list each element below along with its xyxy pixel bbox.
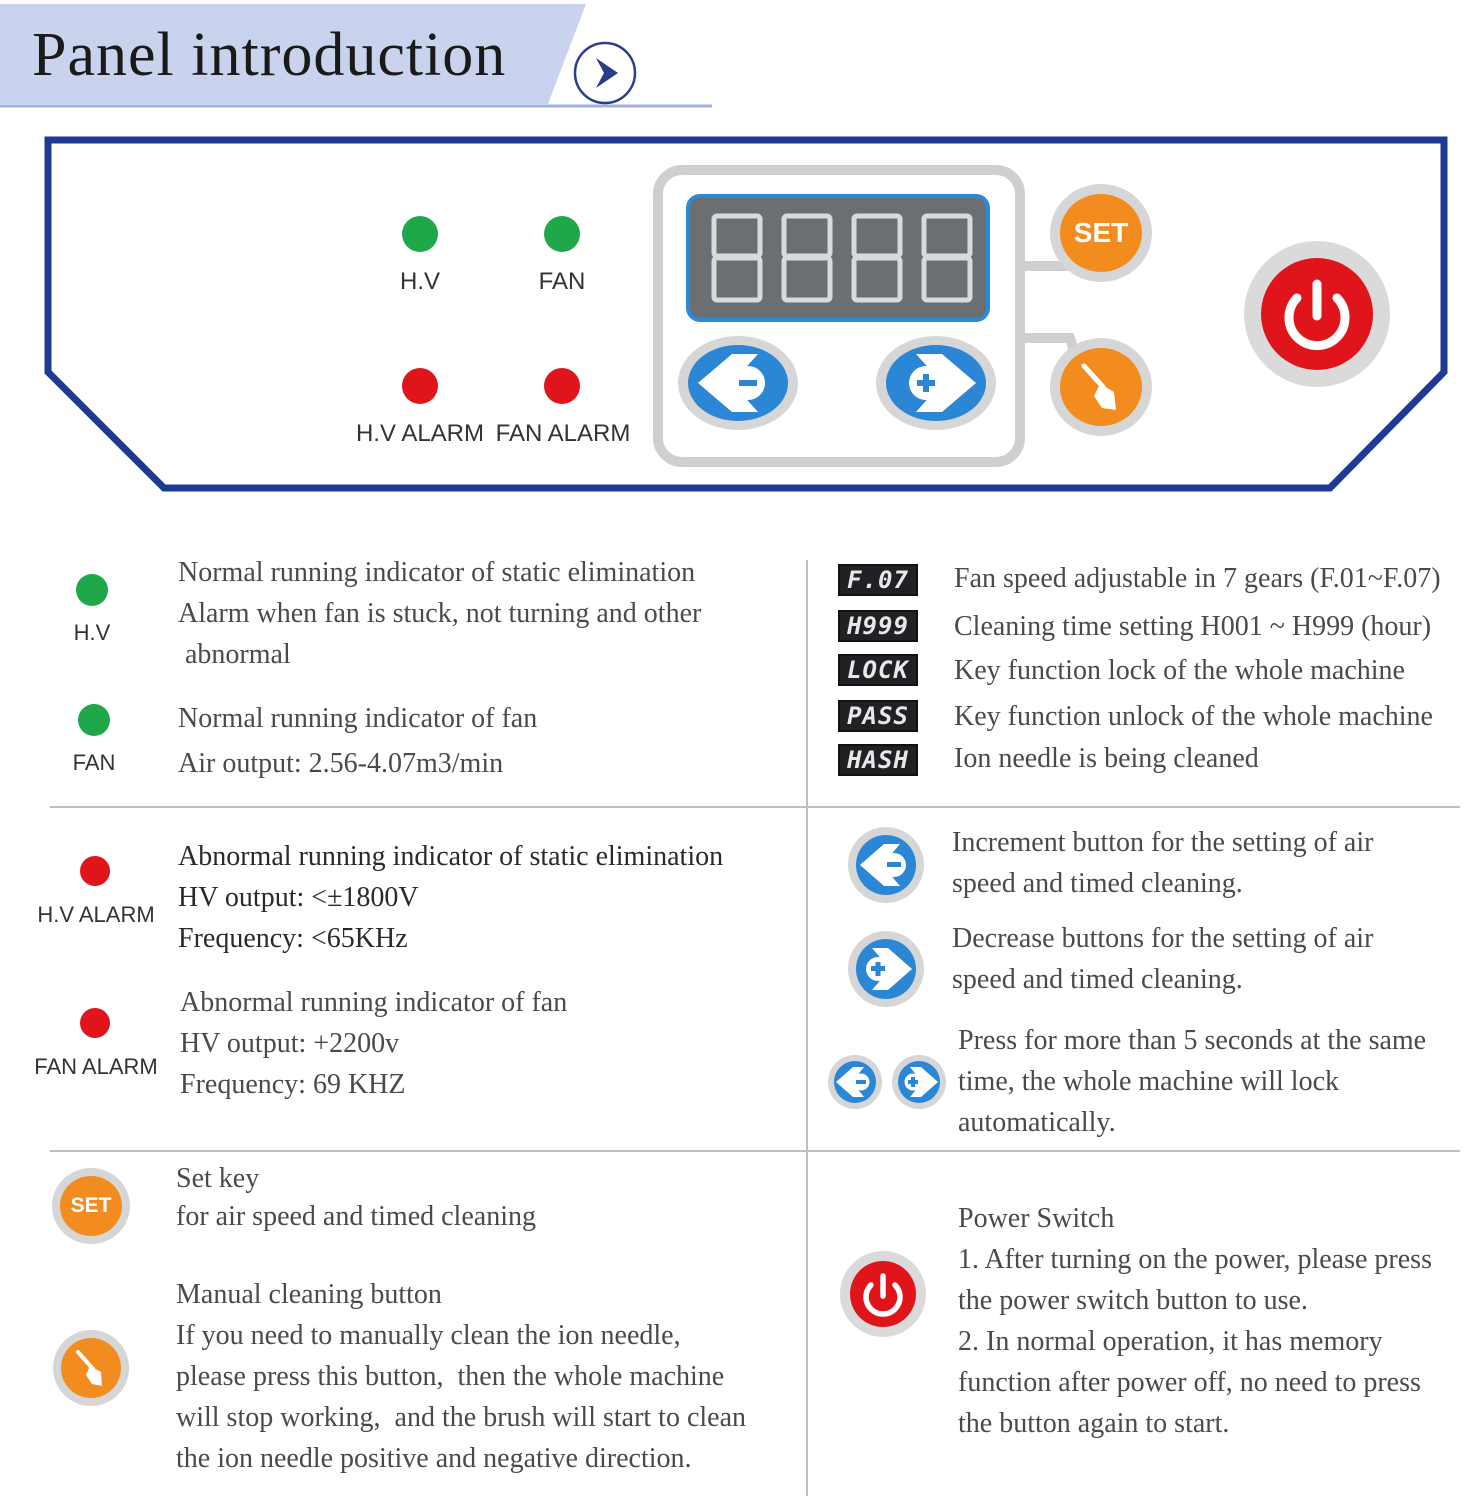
lock-combo-text: Press for more than 5 seconds at the same time, the whole machine will lock automatically. [958,1025,1427,1138]
row-divider-1 [50,806,1460,808]
decrease-legend-text: Decrease buttons for the setting of air speed and timed cleaning. [952,923,1374,995]
set-key-legend-icon [52,1168,130,1244]
increment-legend-text: Increment button for the setting of air speed and timed cleaning. [952,827,1374,899]
fan-led [544,216,580,252]
hv-legend-text: Normal running indicator of static elimination Alarm when fan is stuck, not turning and other abnormal [178,557,702,670]
increment-button[interactable] [676,334,800,432]
decrease-small-icon [890,1054,948,1110]
hv-led-label: H.V [399,268,440,295]
power-button[interactable] [1242,240,1392,388]
hv-alarm-legend-led [80,856,110,886]
code-badge-hash: HASH [838,744,918,776]
fan-alarm-legend-label: FAN ALARM [34,1054,158,1079]
increment-small-icon [826,1054,884,1110]
hv-alarm-legend-label: H.V ALARM [37,902,155,927]
row-divider-2 [50,1150,1460,1152]
set-button[interactable] [1050,184,1152,282]
power-switch-text: Power Switch 1. After turning on the power, please press the power switch button to use. 2. In normal operation, it has memory function after power off, no need to press the button again to start. [958,1203,1432,1439]
power-legend-icon [838,1250,928,1338]
manual-cleaning-text: Manual cleaning button If you need to manually clean the ion needle, please press this button, then the whole machine will stop working, and the brush will start to clean the ion needle positive and negative direction. [176,1279,747,1474]
fan-legend-label: FAN [72,750,116,775]
fan-alarm-legend-text: Abnormal running indicator of fan HV output: +2200v Frequency: 69 KHZ [180,987,568,1100]
fan-alarm-legend-led [80,1008,110,1038]
code-desc-cleaning-time: Cleaning time setting H001 ~ H999 (hour) [954,611,1432,642]
fan-led-label: FAN [538,268,586,295]
decrease-legend-icon [846,930,926,1008]
code-desc-lock: Key function lock of the whole machine [954,655,1405,686]
fan-legend-led [78,704,110,736]
code-badge-pass: PASS [838,700,918,732]
fan-legend-text: Normal running indicator of fan Air output: 2.56-4.07m3/min [178,703,538,779]
hv-alarm-legend-text: Abnormal running indicator of static elimination HV output: <±1800V Frequency: <65KHz [178,841,724,954]
hv-alarm-led-label: H.V ALARM [355,420,485,447]
set-key-text: Set key for air speed and timed cleaning [176,1163,536,1232]
set-key-legend-badge: SET [60,1176,122,1236]
hv-legend-led [76,574,108,606]
increment-legend-icon [846,826,926,904]
hv-led [402,216,438,252]
chevron-right-icon [572,40,638,106]
hv-alarm-led [402,368,438,404]
code-desc-pass: Key function unlock of the whole machine [954,701,1433,732]
code-badge-cleaning-time: H999 [838,610,918,642]
column-divider [806,560,808,1496]
brush-icon [52,1330,130,1406]
code-desc-fan-speed: Fan speed adjustable in 7 gears (F.01~F.07) [954,563,1441,594]
fan-alarm-led [544,368,580,404]
page-title: Panel introduction [32,21,507,89]
hv-legend-label: H.V [73,620,111,645]
decrease-button[interactable] [874,334,998,432]
segment-display [686,194,990,322]
code-badge-fan-speed: F.07 [838,564,918,596]
fan-alarm-led-label: FAN ALARM [495,420,631,447]
code-badge-lock: LOCK [838,654,918,686]
set-button-label: SET [1060,194,1142,272]
manual-cleaning-button[interactable] [1050,338,1152,436]
code-desc-hash: Ion needle is being cleaned [954,743,1259,774]
